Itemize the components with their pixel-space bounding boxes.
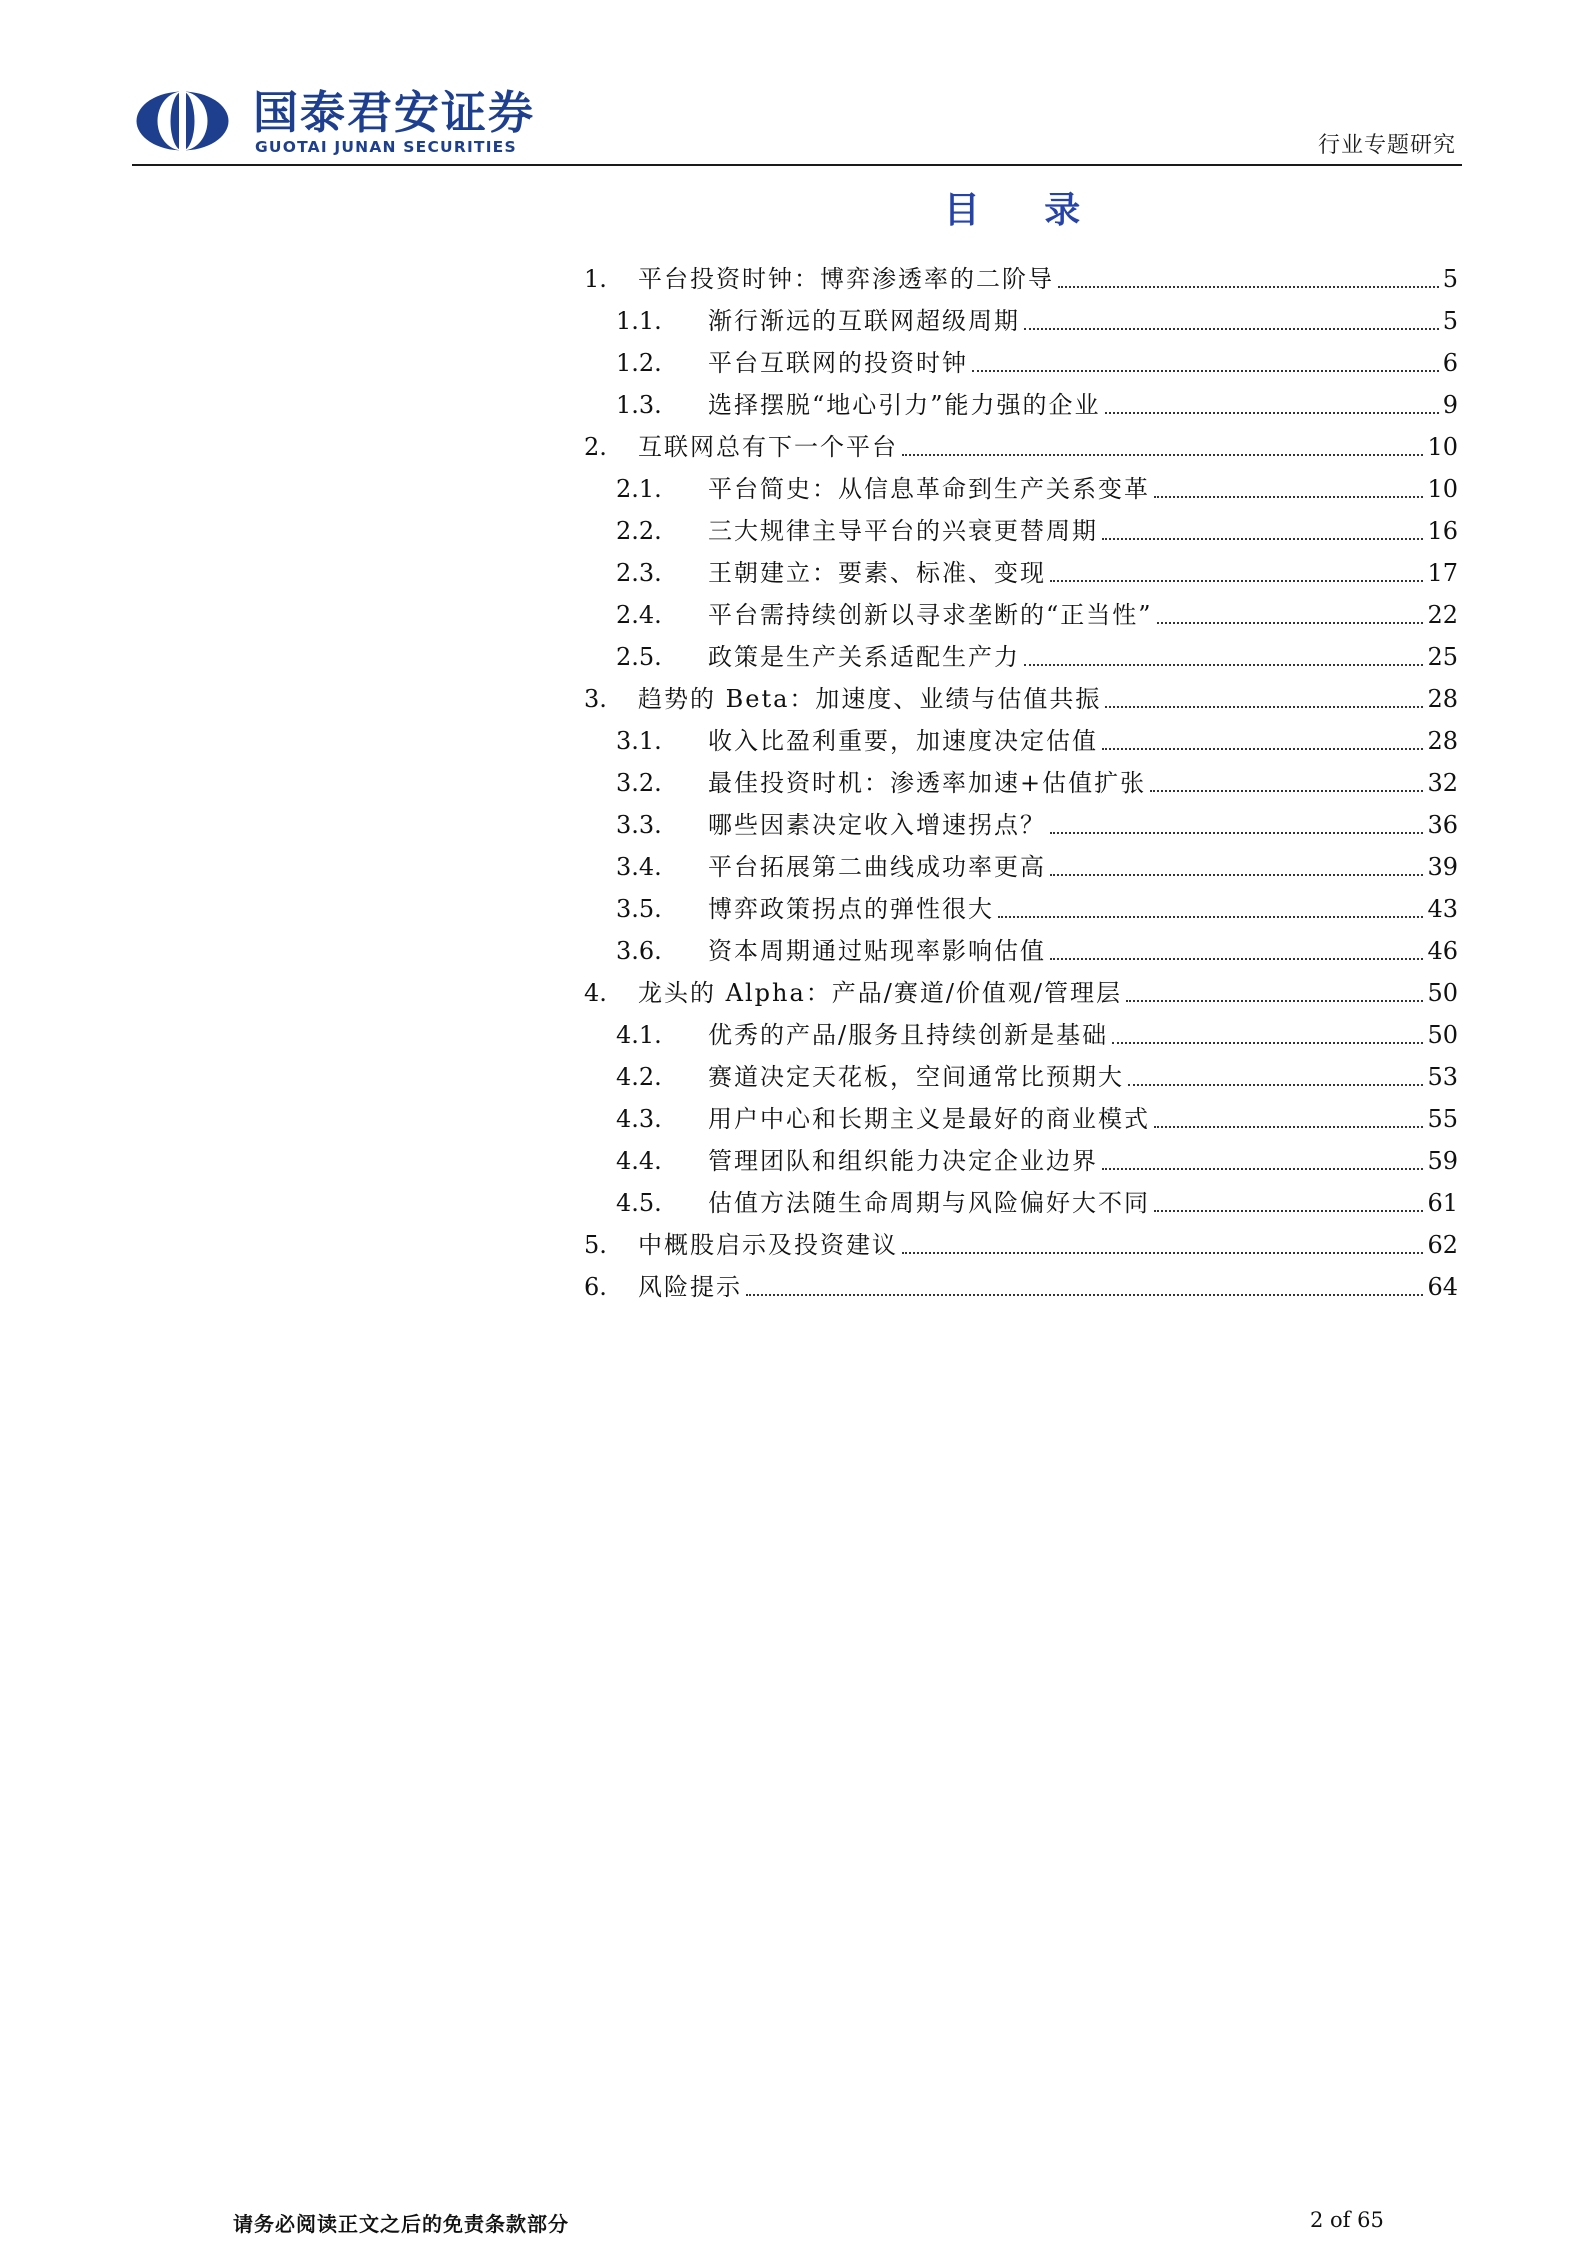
toc-entry-number: 1. (584, 265, 607, 293)
toc-dot-leader (1050, 958, 1423, 960)
company-logo (135, 88, 575, 158)
toc-entry-number: 2.2. (616, 517, 662, 545)
toc-entry-number: 2.4. (616, 601, 662, 629)
toc-entry-number: 2.1. (616, 475, 662, 503)
toc-entry-page: 55 (1427, 1105, 1458, 1133)
toc-entry-number: 4.4. (616, 1147, 662, 1175)
toc-dot-leader (1157, 622, 1424, 624)
toc-entry-title: 龙头的 Alpha：产品/赛道/价值观/管理层 (638, 979, 1123, 1007)
toc-entry-title: 博弈政策拐点的弹性很大 (708, 895, 994, 923)
toc-entry-number: 6. (584, 1273, 607, 1301)
toc-dot-leader (1024, 328, 1439, 330)
toc-entry[interactable] (584, 378, 1458, 420)
toc-entry-page: 53 (1427, 1063, 1458, 1091)
toc-dot-leader (1128, 1084, 1423, 1086)
toc-entry-page: 50 (1427, 1021, 1458, 1049)
toc-entry-page: 43 (1427, 895, 1458, 923)
toc-entry-number: 2. (584, 433, 607, 461)
toc-entry-page: 36 (1427, 811, 1458, 839)
toc-entry-title: 用户中心和长期主义是最好的商业模式 (708, 1105, 1150, 1133)
toc-entry[interactable] (584, 1134, 1458, 1176)
toc-entry-page: 39 (1427, 853, 1458, 881)
toc-entry-page: 16 (1427, 517, 1458, 545)
toc-entry[interactable] (584, 252, 1458, 294)
toc-entry[interactable] (584, 546, 1458, 588)
toc-dot-leader (1154, 496, 1423, 498)
toc-entry-number: 1.1. (616, 307, 662, 335)
toc-entry-page: 25 (1427, 643, 1458, 671)
toc-entry-number: 4. (584, 979, 607, 1007)
guotai-junan-logo-icon (135, 90, 230, 152)
toc-entry-page: 62 (1427, 1231, 1458, 1259)
toc-dot-leader (1102, 748, 1423, 750)
toc-entry-title: 平台互联网的投资时钟 (708, 349, 968, 377)
toc-entry[interactable] (584, 714, 1458, 756)
toc-entry-page: 9 (1442, 391, 1458, 419)
toc-entry-page: 10 (1427, 433, 1458, 461)
toc-entry[interactable] (584, 924, 1458, 966)
table-of-contents (584, 252, 1458, 1302)
toc-entry[interactable] (584, 1260, 1458, 1302)
toc-entry-page: 28 (1427, 685, 1458, 713)
toc-entry-page: 5 (1442, 265, 1458, 293)
toc-entry-number: 4.3. (616, 1105, 662, 1133)
toc-entry-page: 64 (1427, 1273, 1458, 1301)
toc-entry[interactable] (584, 336, 1458, 378)
toc-entry-page: 5 (1442, 307, 1458, 335)
toc-entry-page: 59 (1427, 1147, 1458, 1175)
toc-entry-number: 2.3. (616, 559, 662, 587)
toc-entry-title: 平台需持续创新以寻求垄断的“正当性” (708, 601, 1153, 629)
toc-entry[interactable] (584, 588, 1458, 630)
toc-title: 目 录 (943, 190, 1107, 231)
toc-dot-leader (1154, 1126, 1423, 1128)
toc-entry-number: 3.3. (616, 811, 662, 839)
toc-entry-number: 1.2. (616, 349, 662, 377)
toc-entry-number: 3.1. (616, 727, 662, 755)
toc-entry-title: 三大规律主导平台的兴衰更替周期 (708, 517, 1098, 545)
toc-entry-number: 3.6. (616, 937, 662, 965)
toc-dot-leader (1024, 664, 1423, 666)
disclaimer-note: 请务必阅读正文之后的免责条款部分 (233, 2212, 569, 2236)
toc-entry[interactable] (584, 420, 1458, 462)
toc-entry-title: 估值方法随生命周期与风险偏好大不同 (708, 1189, 1150, 1217)
toc-entry[interactable] (584, 504, 1458, 546)
toc-entry-title: 赛道决定天花板，空间通常比预期大 (708, 1063, 1124, 1091)
toc-entry-page: 22 (1427, 601, 1458, 629)
toc-entry-number: 1.3. (616, 391, 662, 419)
toc-entry-page: 28 (1427, 727, 1458, 755)
page-indicator: 2 of 65 (1310, 2208, 1384, 2232)
toc-dot-leader (1105, 412, 1439, 414)
toc-entry[interactable] (584, 1050, 1458, 1092)
toc-dot-leader (972, 370, 1439, 372)
toc-entry-page: 32 (1427, 769, 1458, 797)
toc-entry-number: 2.5. (616, 643, 662, 671)
toc-entry[interactable] (584, 630, 1458, 672)
toc-entry[interactable] (584, 882, 1458, 924)
toc-entry-title: 收入比盈利重要，加速度决定估值 (708, 727, 1098, 755)
toc-dot-leader (1154, 1210, 1423, 1212)
toc-entry-title: 王朝建立：要素、标准、变现 (708, 559, 1046, 587)
toc-entry[interactable] (584, 966, 1458, 1008)
toc-entry-number: 5. (584, 1231, 607, 1259)
toc-entry-title: 风险提示 (638, 1273, 742, 1301)
toc-entry-title: 互联网总有下一个平台 (638, 433, 898, 461)
toc-entry-title: 优秀的产品/服务且持续创新是基础 (708, 1021, 1109, 1049)
toc-dot-leader (1050, 832, 1423, 834)
toc-entry-number: 3. (584, 685, 607, 713)
toc-entry-title: 平台投资时钟：博弈渗透率的二阶导 (638, 265, 1054, 293)
toc-entry[interactable] (584, 798, 1458, 840)
toc-entry[interactable] (584, 1176, 1458, 1218)
toc-entry-page: 6 (1442, 349, 1458, 377)
toc-dot-leader (1105, 706, 1423, 708)
logo-english-name: GUOTAI JUNAN SECURITIES (255, 138, 517, 156)
toc-entry-title: 平台简史：从信息革命到生产关系变革 (708, 475, 1150, 503)
toc-entry-page: 61 (1427, 1189, 1458, 1217)
toc-entry-title: 平台拓展第二曲线成功率更高 (708, 853, 1046, 881)
toc-entry-title: 资本周期通过贴现率影响估值 (708, 937, 1046, 965)
toc-dot-leader (1126, 1000, 1423, 1002)
toc-entry[interactable] (584, 1092, 1458, 1134)
toc-dot-leader (902, 454, 1423, 456)
toc-dot-leader (746, 1294, 1423, 1296)
toc-entry-number: 3.5. (616, 895, 662, 923)
header-divider (132, 164, 1462, 166)
toc-entry[interactable] (584, 294, 1458, 336)
toc-dot-leader (1050, 580, 1423, 582)
report-type-label: 行业专题研究 (1317, 133, 1456, 158)
toc-entry-page: 46 (1427, 937, 1458, 965)
toc-entry-number: 4.5. (616, 1189, 662, 1217)
toc-entry-title: 趋势的 Beta：加速度、业绩与估值共振 (638, 685, 1102, 713)
toc-entry-number: 4.1. (616, 1021, 662, 1049)
toc-entry-page: 17 (1427, 559, 1458, 587)
toc-dot-leader (998, 916, 1423, 918)
toc-entry-number: 3.2. (616, 769, 662, 797)
toc-dot-leader (1112, 1042, 1423, 1044)
toc-entry-page: 10 (1427, 475, 1458, 503)
toc-entry[interactable] (584, 672, 1458, 714)
toc-entry[interactable] (584, 840, 1458, 882)
toc-entry-title: 中概股启示及投资建议 (638, 1231, 898, 1259)
toc-dot-leader (1058, 286, 1439, 288)
toc-entry-title: 管理团队和组织能力决定企业边界 (708, 1147, 1098, 1175)
logo-chinese-name: 国泰君安证券 (253, 86, 536, 139)
toc-entry[interactable] (584, 756, 1458, 798)
toc-dot-leader (1050, 874, 1423, 876)
toc-entry-title: 最佳投资时机：渗透率加速+估值扩张 (708, 769, 1147, 797)
toc-entry-title: 哪些因素决定收入增速拐点？ (708, 811, 1046, 839)
toc-dot-leader (1102, 1168, 1423, 1170)
toc-dot-leader (902, 1252, 1423, 1254)
toc-entry-page: 50 (1427, 979, 1458, 1007)
toc-entry-title: 政策是生产关系适配生产力 (708, 643, 1020, 671)
toc-entry[interactable] (584, 462, 1458, 504)
toc-entry-number: 3.4. (616, 853, 662, 881)
toc-entry-title: 渐行渐远的互联网超级周期 (708, 307, 1020, 335)
toc-entry-number: 4.2. (616, 1063, 662, 1091)
toc-entry[interactable] (584, 1218, 1458, 1260)
toc-entry-title: 选择摆脱“地心引力”能力强的企业 (708, 391, 1101, 419)
toc-dot-leader (1102, 538, 1423, 540)
toc-dot-leader (1150, 790, 1423, 792)
toc-entry[interactable] (584, 1008, 1458, 1050)
